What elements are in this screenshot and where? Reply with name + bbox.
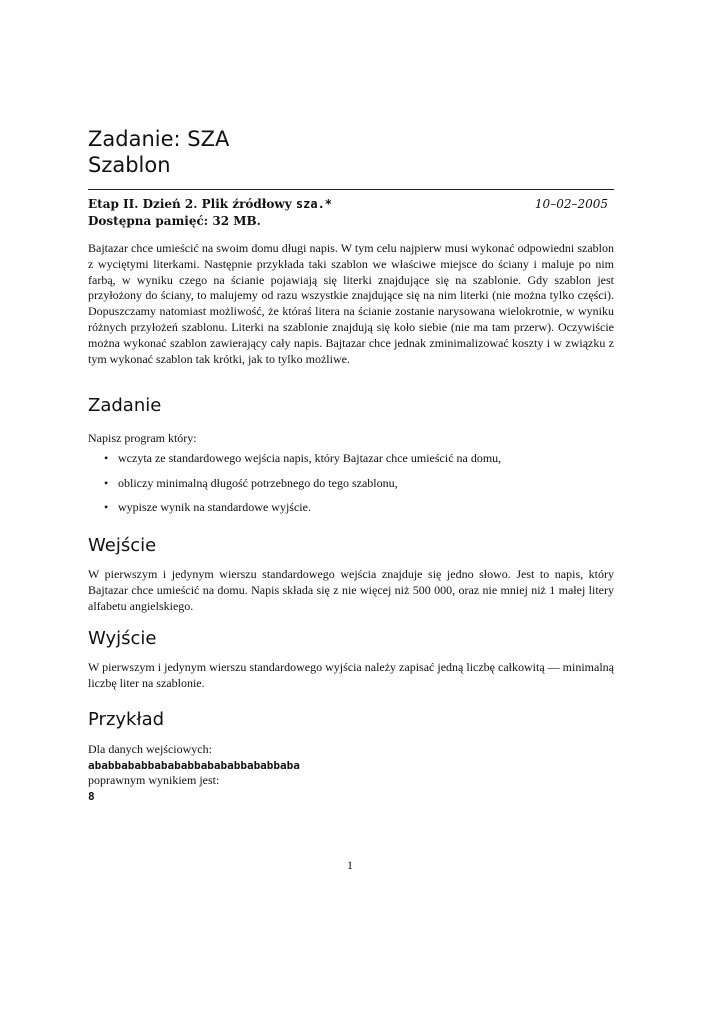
memory-limit: Dostępna pamięć: 32 MB. — [88, 214, 261, 228]
task-title-name: Szablon — [88, 153, 171, 177]
stage-info — [88, 196, 608, 212]
source-file-name: sza.* — [295, 197, 333, 211]
page-number: 1 — [347, 858, 353, 872]
list-item-text: wypisze wynik na standardowe wyjście. — [118, 500, 311, 514]
task-lead: Napisz program który: — [88, 431, 197, 445]
example-heading: Przykład — [88, 709, 165, 730]
output-heading: Wyjście — [88, 628, 157, 649]
task-title — [88, 126, 229, 178]
input-description: W pierwszym i jedynym wierszu standardowego wejścia znajduje się jedno słowo. Jest to napis, który Bajtazar chce umieścić na domu. Napis składa się z nie więcej niż 500 000, oraz nie mniej niż 1 małej litery alfabetu angielskiego. — [88, 567, 614, 613]
list-item — [104, 499, 604, 524]
header-rule — [88, 189, 614, 190]
output-description: W pierwszym i jedynym wierszu standardowego wyjścia należy zapisać jedną liczbę całkowitą — minimalną liczbę liter na szablonie. — [88, 660, 614, 690]
contest-date: 10–02–2005 — [534, 197, 608, 211]
task-heading: Zadanie — [88, 395, 162, 416]
bullet-icon: • — [104, 475, 109, 490]
task-title-code: Zadanie: SZA — [88, 127, 230, 151]
memory-info — [88, 213, 608, 229]
input-heading: Wejście — [88, 535, 157, 556]
bullet-icon: • — [104, 500, 109, 514]
bullet-icon: • — [104, 451, 109, 465]
example-input-value: ababbababbabababbabababbababbaba — [88, 758, 300, 772]
example-block — [88, 742, 300, 804]
story-paragraph: Bajtazar chce umieścić na swoim domu długi napis. W tym celu najpierw musi wykonać odpowiedni szablon z wyciętymi literkami. Następnie przykłada taki szablon we właściwe miejsce do ściany i maluje po nim farbą, w wyniku czego na ścianie pojawiają się literki znajdujące się na szablonie. Gdy szablon jest przyłożony do ściany, to malujemy od razu wszystkie znajdujące się na nim literki (nie można tylko części). Dopuszczamy natomiast możliwość, że któraś litera na ścianie zostanie narysowana wielokrotnie, w wyniku różnych przyłożeń szablonu. Literki na szablonie znajdują się koło siebie (nie ma tam przerw). Oczywiście można wykonać szablon zawierający cały napis. Bajtazar chce jednak zminimalizować koszty i w związku z tym wykonać szablon tak krótki, jak to tylko możliwe. — [88, 241, 614, 366]
list-item — [104, 450, 604, 475]
example-input-label: Dla danych wejściowych: — [88, 742, 212, 756]
stage-text: Etap II. Dzień 2. Plik źródłowy — [88, 197, 296, 211]
task-list — [104, 450, 604, 524]
list-item-text: wczyta ze standardowego wejścia napis, który Bajtazar chce umieścić na domu, — [118, 451, 502, 465]
example-output-value: 8 — [88, 789, 95, 803]
list-item-text: obliczy minimalną długość potrzebnego do tego szablonu, — [118, 475, 398, 490]
list-item — [104, 475, 604, 500]
example-output-label: poprawnym wynikiem jest: — [88, 773, 220, 787]
